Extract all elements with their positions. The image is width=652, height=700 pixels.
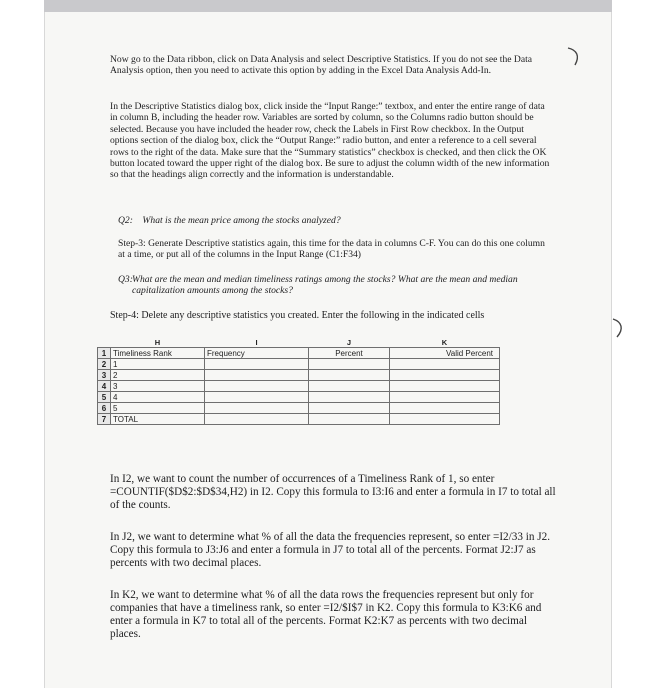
question-2-number: Q2: [118,215,133,226]
table-row [98,392,500,403]
cell-k3 [390,370,500,381]
cell-i4 [205,381,309,392]
cell-i5 [205,392,309,403]
page-curl-icon [610,316,628,340]
column-header: J [346,337,352,347]
instruction-i2: In I2, we want to count the number of occurrences of a Timeliness Rank of 1, so enter =COUNTIF($D$2:$D$34,H2) in I2. Copy this formula to I3:I6 and enter a formula in I7 to total all of the counts. [110,473,556,511]
row-number: 5 [98,392,111,403]
column-header: I [255,337,258,347]
cell-h1: Timeliness Rank [111,348,205,359]
column-header: H [154,337,161,347]
table-row [98,403,500,414]
cell-j6 [309,403,390,414]
cell-k6 [390,403,500,414]
table-row [98,370,500,381]
intro-paragraph: Now go to the Data ribbon, click on Data Analysis and select Descriptive Statistics. If you do not see the Data Analysis option, then you need to activate this option by adding in the Excel Data Analysis Add-In. [110,54,533,77]
cell-h3: 2 [111,370,205,381]
instruction-k2: In K2, we want to determine what % of all the data rows the frequencies represent but only for companies that have a timeliness rank, so enter =I2/$I$7 in K2. Copy this formula to K3:K6 and enter a formula in K7 to total all of the percents. Format K2:K7 as percents with two decimal places. [110,589,542,640]
column-header-row [98,337,500,348]
page-curl-icon [565,46,583,68]
cell-h5: 4 [111,392,205,403]
table-row [98,348,500,359]
table-row [98,381,500,392]
question-3-text: What are the mean and median timeliness ratings among the stocks? What are the mean and median capitalization amounts among the stocks? [132,274,518,297]
row-number: 7 [98,414,111,425]
cell-j1: Percent [309,348,390,359]
dialog-instructions-paragraph: In the Descriptive Statistics dialog box, click inside the “Input Range:” textbox, and enter the entire range of data in column B, including the header row. Variables are sorted by column, so the Columns radio button should be selected. Because you have included the header row, check the Labels in First Row checkbox. In the Output options section of the dialog box, click the “Output Range:” radio button, and enter a reference to a cell several rows to the right of the data. Make sure that the “Summary statistics” checkbox is checked, and then click the OK button located toward the upper right of the dialog box. Be sure to adjust the column width of the new information so that the headings align correctly and the information is understandable. [110,101,550,181]
step-3: Step-3: Generate Descriptive statistics again, this time for the data in columns C-F. You can do this one column at a time, or put all of the columns in the Input Range (C1:F34) [118,238,545,261]
corner-cell [98,337,111,348]
row-number: 2 [98,359,111,370]
cell-i2 [205,359,309,370]
cell-h2: 1 [111,359,205,370]
cell-i3 [205,370,309,381]
cell-h7: TOTAL [111,414,205,425]
cell-j7 [309,414,390,425]
cell-h6: 5 [111,403,205,414]
row-number: 4 [98,381,111,392]
cell-j5 [309,392,390,403]
cell-j3 [309,370,390,381]
cell-k4 [390,381,500,392]
table-row [98,414,500,425]
cell-h4: 3 [111,381,205,392]
question-2 [118,215,548,226]
row-number: 1 [98,348,111,359]
question-3 [118,274,558,297]
question-2-text: What is the mean price among the stocks analyzed? [142,215,341,226]
cell-k2 [390,359,500,370]
spreadsheet-table [97,337,500,425]
cell-j2 [309,359,390,370]
table-row [98,359,500,370]
step-4: Step-4: Delete any descriptive statistics you created. Enter the following in the indicated cells [110,310,485,321]
cell-i1: Frequency [205,348,309,359]
question-3-number: Q3: [118,274,133,285]
row-number: 3 [98,370,111,381]
top-bar [44,0,612,12]
cell-i7 [205,414,309,425]
row-number: 6 [98,403,111,414]
cell-k1: Valid Percent [390,348,500,359]
cell-k7 [390,414,500,425]
cell-j4 [309,381,390,392]
instruction-j2: In J2, we want to determine what % of all the data the frequencies represent, so enter =I2/33 in J2. Copy this formula to J3:J6 and enter a formula in J7 to total all of the percents. Format J2:J7 as percents with two decimal places. [110,531,550,569]
cell-k5 [390,392,500,403]
cell-i6 [205,403,309,414]
column-header: K [441,337,448,347]
